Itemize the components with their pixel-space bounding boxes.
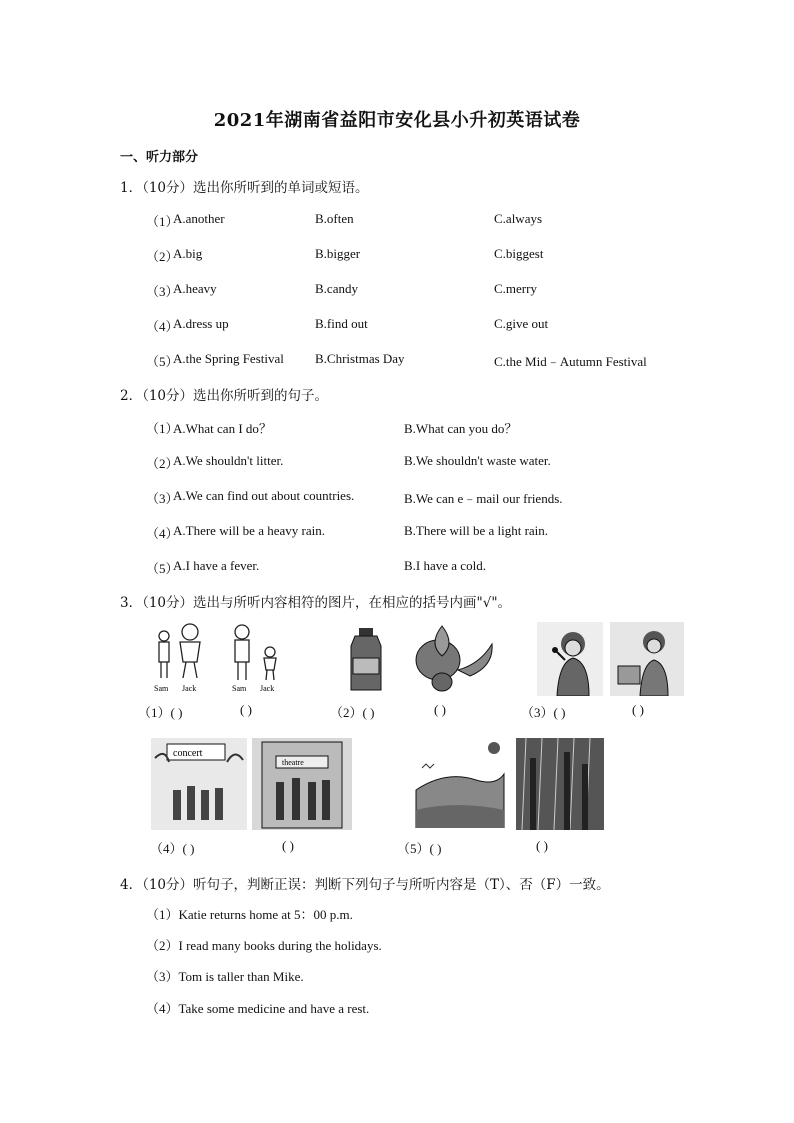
rainy-forest-picture [516, 738, 604, 830]
q3-pic-3b-bracket[interactable]: ( ) [632, 702, 644, 717]
cooking-girl-picture [610, 622, 684, 696]
question-3-stem: 3．（10分）选出与所听内容相符的图片，在相应的括号内画"√"。 [120, 595, 512, 611]
q2-row-2-number: （2） [146, 456, 179, 471]
q3-pic-2b-bracket[interactable]: ( ) [434, 702, 446, 717]
q2-row-4-option-b: B.There will be a light rain. [404, 523, 549, 538]
q1-row-1-option-a: A.another [173, 211, 225, 226]
q3-pic-2a-bracket[interactable]: （2）( ) [330, 705, 375, 720]
question-2-stem: 2．（10分）选出你所听到的句子。 [120, 388, 329, 404]
q2-row-2-option-b: B.We shouldn't waste water. [404, 453, 551, 468]
q1-row-4-option-b: B.find out [315, 316, 368, 331]
concert-sign-text: concert [173, 748, 203, 759]
sunny-landscape-picture [414, 740, 506, 828]
q1-row-4-number: （4） [146, 319, 179, 334]
q2-row-4-number: （4） [146, 526, 179, 541]
q3-pic-4b-bracket[interactable]: ( ) [282, 838, 294, 853]
section-heading: 一、听力部分 [120, 150, 199, 165]
bottle-picture [345, 626, 387, 694]
q1-row-3-number: （3） [146, 284, 179, 299]
q2-row-3-number: （3） [146, 491, 179, 506]
q2-row-5-option-a: A.I have a fever. [173, 558, 260, 573]
q1-row-2-option-b: B.bigger [315, 246, 361, 261]
q1-row-5-number: （5） [146, 354, 179, 369]
q1-row-2-option-a: A.big [173, 246, 203, 261]
sam-jack-picture-a [150, 622, 210, 694]
q1-row-1-number: （1） [146, 214, 179, 229]
q2-row-2-option-a: A.We shouldn't litter. [173, 453, 284, 468]
concert-picture [151, 738, 247, 830]
q4-item-4: （4）Take some medicine and have a rest. [146, 1001, 370, 1016]
q3-pic-1a-bracket[interactable]: （1）( ) [138, 705, 183, 720]
q1-row-4-option-c: C.give out [494, 316, 549, 331]
sam-label: Sam [154, 684, 169, 693]
page-title: 2021年湖南省益阳市安化县小升初英语试卷 [213, 110, 581, 131]
q2-row-4-option-a: A.There will be a heavy rain. [173, 523, 325, 538]
q2-row-5-option-b: B.I have a cold. [404, 558, 486, 573]
jack-label: Jack [260, 684, 275, 693]
q1-row-5-option-b: B.Christmas Day [315, 351, 405, 366]
q1-row-3-option-b: B.candy [315, 281, 358, 296]
q1-row-4-option-a: A.dress up [173, 316, 229, 331]
q3-pic-5b-bracket[interactable]: ( ) [536, 838, 548, 853]
q2-row-3-option-b: B.We can e﹣mail our friends. [404, 491, 563, 506]
q1-row-1-option-c: C.always [494, 211, 543, 226]
q1-row-1-option-b: B.often [315, 211, 354, 226]
q3-pic-1b-bracket[interactable]: ( ) [240, 702, 252, 717]
sam-label: Sam [232, 684, 247, 693]
q3-pic-4a-bracket[interactable]: （4）( ) [150, 841, 195, 856]
q2-row-1-option-b: B.What can you do？ [404, 421, 518, 436]
question-1-stem: 1．（10分）选出你所听到的单词或短语。 [120, 180, 369, 196]
q2-row-5-number: （5） [146, 561, 179, 576]
q1-row-3-option-c: C.merry [494, 281, 537, 296]
q1-row-5-option-a: A.the Spring Festival [173, 351, 284, 366]
q1-row-2-option-c: C.biggest [494, 246, 544, 261]
q4-item-3: （3）Tom is taller than Mike. [146, 969, 304, 984]
singing-girl-picture [537, 622, 603, 696]
question-4-stem: 4．（10分）听句子，判断正误：判断下列句子与所听内容是（T）、否（F）一致。 [120, 877, 610, 893]
q1-row-5-option-c: C.the Mid﹣Autumn Festival [494, 354, 647, 369]
jack-label: Jack [182, 684, 197, 693]
fruit-picture [412, 622, 494, 694]
q3-pic-3a-bracket[interactable]: （3）( ) [521, 705, 566, 720]
q1-row-3-option-a: A.heavy [173, 281, 217, 296]
theatre-picture [252, 738, 352, 830]
sam-jack-picture-b [226, 622, 286, 694]
q1-row-2-number: （2） [146, 249, 179, 264]
theatre-sign-text: theatre [282, 758, 304, 767]
q2-row-1-number: （1） [146, 421, 179, 436]
q4-item-1: （1）Katie returns home at 5：00 p.m. [146, 907, 353, 922]
q2-row-3-option-a: A.We can find out about countries. [173, 488, 355, 503]
q4-item-2: （2）I read many books during the holidays. [146, 938, 382, 953]
q2-row-1-option-a: A.What can I do？ [173, 421, 272, 436]
q3-pic-5a-bracket[interactable]: （5）( ) [397, 841, 442, 856]
